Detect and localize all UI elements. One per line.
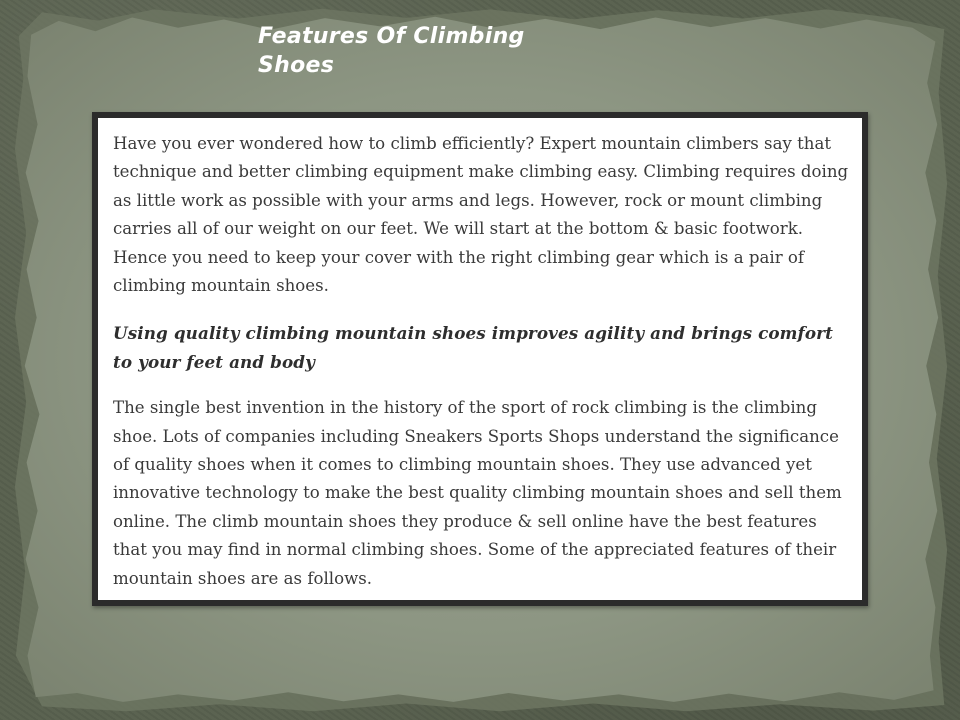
article-screenshot-frame — [92, 112, 868, 606]
slide-title: Features Of Climbing Shoes — [258, 24, 525, 78]
article-body — [113, 130, 855, 593]
article-subheading: Using quality climbing mountain shoes improves agility and brings comfort to your feet and body — [113, 323, 833, 372]
article-intro-paragraph: Have you ever wondered how to climb efficiently? Expert mountain climbers say that technique and better climbing equipment make climbing easy. Climbing requires doing as little work as possible with your arms and legs. However, rock or mount climbing carries all of our weight on our feet. We will start at the bottom & basic footwork. Hence you need to keep your cover with the right climbing gear which is a pair of climbing mountain shoes. — [113, 134, 849, 296]
article-body-paragraph: The single best invention in the history of the sport of rock climbing is the climbing shoe. Lots of companies including Sneakers Sports Shops understand the significance of quality shoes when it comes to climbing mountain shoes. They use advanced yet innovative technology to make the best quality climbing mountain shoes and sell them online. The climb mountain shoes they produce & sell online have the best features that you may find in normal climbing shoes. Some of the appreciated features of their mountain shoes are as follows. — [113, 398, 842, 588]
